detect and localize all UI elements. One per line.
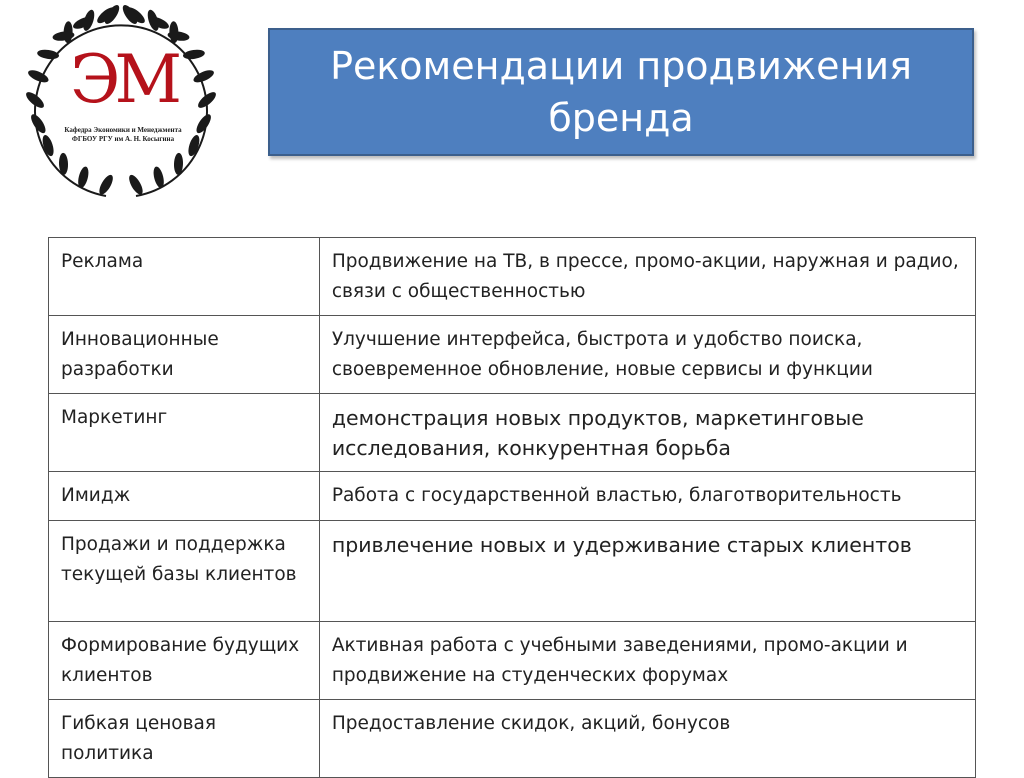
slide-title-line-2: бренда bbox=[548, 96, 694, 140]
category-cell: Реклама bbox=[49, 238, 320, 316]
logo-letters: ЭМ bbox=[69, 41, 177, 118]
logo-caption bbox=[62, 126, 184, 144]
table-row bbox=[49, 316, 976, 394]
category-cell: Инновационные разработки bbox=[49, 316, 320, 394]
description-cell: Предоставление скидок, акций, бонусов bbox=[319, 700, 975, 778]
description-cell: Работа с государственной властью, благотворительность bbox=[319, 472, 975, 521]
description-cell: Продвижение на ТВ, в прессе, промо-акции, наружная и радио, связи с общественностью bbox=[319, 238, 975, 316]
table-row bbox=[49, 394, 976, 472]
recommendations-table bbox=[48, 237, 976, 778]
description-cell: Улучшение интерфейса, быстрота и удобство поиска, своевременное обновление, новые сервисы и функции bbox=[319, 316, 975, 394]
table-row bbox=[49, 521, 976, 622]
category-cell: Имидж bbox=[49, 472, 320, 521]
table-row bbox=[49, 238, 976, 316]
category-cell: Продажи и поддержка текущей базы клиентов bbox=[49, 521, 320, 622]
slide-title-line-1: Рекомендации продвижения bbox=[330, 44, 912, 88]
slide-title-box bbox=[268, 28, 974, 156]
description-cell: Активная работа с учебными заведениями, промо-акции и продвижение на студенческих форумах bbox=[319, 622, 975, 700]
table-row bbox=[49, 700, 976, 778]
category-cell: Формирование будущих клиентов bbox=[49, 622, 320, 700]
description-cell: привлечение новых и удерживание старых клиентов bbox=[319, 521, 975, 622]
table-row bbox=[49, 622, 976, 700]
logo-caption-line-1: Кафедра Экономики и Менеджмента bbox=[64, 126, 182, 134]
description-cell: демонстрация новых продуктов, маркетинговые исследования, конкурентная борьба bbox=[319, 394, 975, 472]
table-row bbox=[49, 472, 976, 521]
logo-caption-line-2: ФГБОУ РГУ им А. Н. Косыгина bbox=[71, 135, 175, 143]
department-logo bbox=[14, 0, 228, 210]
category-cell: Гибкая ценовая политика bbox=[49, 700, 320, 778]
category-cell: Маркетинг bbox=[49, 394, 320, 472]
slide-title bbox=[301, 40, 941, 144]
